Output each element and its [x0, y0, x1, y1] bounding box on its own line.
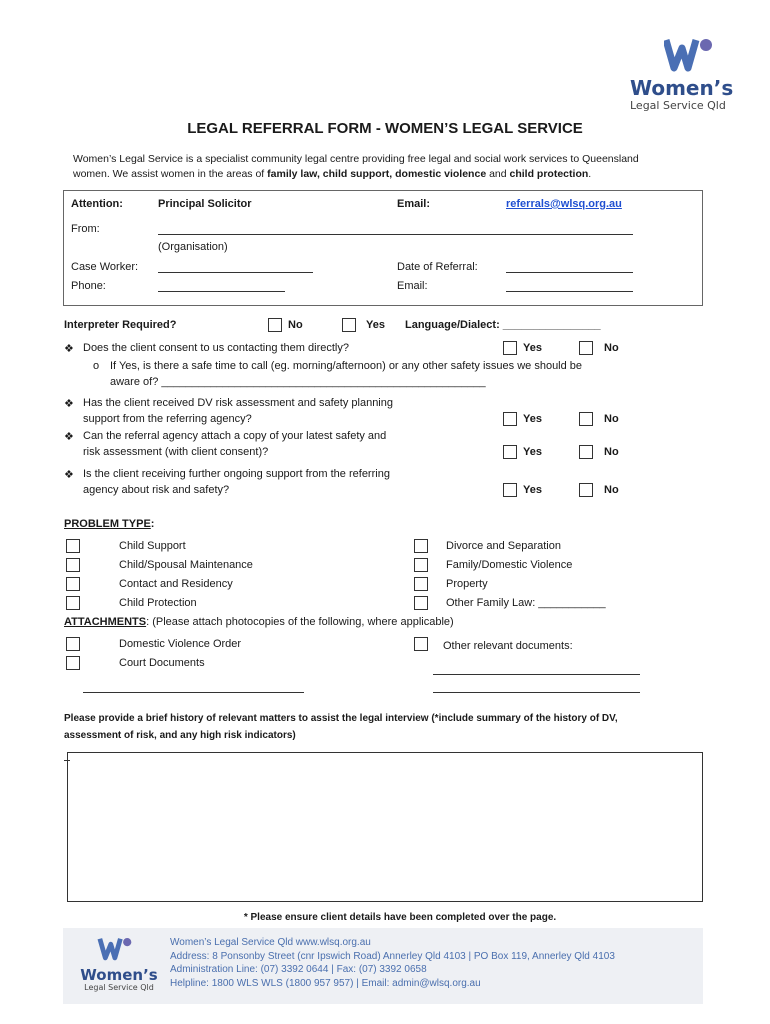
- interpreter-no-checkbox[interactable]: [268, 318, 282, 332]
- problem-right-checkbox-3[interactable]: [414, 577, 428, 591]
- q4-line-2: agency about risk and safety?: [83, 484, 230, 496]
- q3-line-1: Can the referral agency attach a copy of your latest safety and: [83, 430, 387, 442]
- diamond-bullet-icon: ❖: [64, 431, 74, 443]
- problem-type-heading: [64, 518, 154, 530]
- logo-name: Women’s: [630, 76, 734, 100]
- wlsq-footer-logo-mark-icon: [97, 936, 141, 962]
- referrals-email-link[interactable]: referrals@wlsq.org.au: [506, 198, 622, 210]
- q3-line-2: risk assessment (with client consent)?: [83, 446, 269, 458]
- history-textarea[interactable]: [67, 752, 703, 902]
- attachments-heading-text: ATTACHMENTS: [64, 616, 147, 628]
- problem-left-label-2: Child/Spousal Maintenance: [119, 559, 253, 571]
- footer-line-3: Administration Line: (07) 3392 0644 | Fax: (07) 3392 0658: [170, 964, 427, 975]
- attachments-note: : (Please attach photocopies of the following, where applicable): [146, 616, 454, 628]
- attachment-checkbox-dvo[interactable]: [66, 637, 80, 651]
- attachment-checkbox-court[interactable]: [66, 656, 80, 670]
- problem-left-checkbox-1[interactable]: [66, 539, 80, 553]
- q3-no-checkbox[interactable]: [579, 445, 593, 459]
- problem-right-label-1: Divorce and Separation: [446, 540, 561, 552]
- intro-mid: and: [486, 168, 510, 180]
- q1-yes-checkbox[interactable]: [503, 341, 517, 355]
- q1-yes-label: Yes: [523, 342, 542, 354]
- q4-yes-checkbox[interactable]: [503, 483, 517, 497]
- problem-right-checkbox-2[interactable]: [414, 558, 428, 572]
- q2-yes-label: Yes: [523, 413, 542, 425]
- attachment-checkbox-other[interactable]: [414, 637, 428, 651]
- q3-yes-label: Yes: [523, 446, 542, 458]
- logo-subtitle: Legal Service Qld: [630, 99, 726, 112]
- intro-line-2: [73, 167, 713, 182]
- problem-right-label-2: Family/Domestic Violence: [446, 559, 573, 571]
- q1-no-label: No: [604, 342, 619, 354]
- problem-left-checkbox-3[interactable]: [66, 577, 80, 591]
- q3-no-label: No: [604, 446, 619, 458]
- attention-value: Principal Solicitor: [158, 198, 252, 210]
- problem-right-label-3: Property: [446, 578, 488, 590]
- history-prompt-line-2: assessment of risk, and any high risk indicators): [64, 730, 296, 741]
- wlsq-logo: [630, 36, 745, 112]
- from-label: From:: [71, 223, 100, 235]
- intro-pre: women. We assist women in the areas of: [73, 168, 268, 180]
- intro-text: [73, 152, 713, 182]
- q2-yes-checkbox[interactable]: [503, 412, 517, 426]
- q1-sub-line-2[interactable]: aware of? _____________________________________________________: [110, 376, 486, 388]
- attachment-label-dvo: Domestic Violence Order: [119, 638, 242, 650]
- diamond-bullet-icon: ❖: [64, 343, 74, 355]
- problem-type-colon: :: [150, 518, 155, 530]
- q2-no-checkbox[interactable]: [579, 412, 593, 426]
- phone-field[interactable]: [158, 291, 285, 292]
- q4-no-checkbox[interactable]: [579, 483, 593, 497]
- intro-bold-areas: family law, child support, domestic violence: [267, 168, 487, 180]
- email-label: Email:: [397, 198, 431, 210]
- language-dialect-field[interactable]: Language/Dialect: ________________: [405, 319, 601, 331]
- email2-label: Email:: [397, 280, 428, 292]
- problem-type-heading-text: PROBLEM TYPE: [64, 518, 151, 530]
- footer-contact: [170, 936, 615, 990]
- intro-end: .: [588, 168, 592, 180]
- q1-no-checkbox[interactable]: [579, 341, 593, 355]
- q4-line-1: Is the client receiving further ongoing support from the referring: [83, 468, 390, 480]
- problem-left-label-1: Child Support: [119, 540, 186, 552]
- email2-field[interactable]: [506, 291, 633, 292]
- attachment-label-court: Court Documents: [119, 657, 205, 669]
- q2-line-1: Has the client received DV risk assessment and safety planning: [83, 397, 393, 409]
- footer-line-1: Women’s Legal Service Qld www.wlsq.org.au: [170, 937, 371, 948]
- attention-label: Attention:: [71, 198, 123, 210]
- problem-left-checkbox-2[interactable]: [66, 558, 80, 572]
- other-docs-line-2[interactable]: [433, 692, 640, 693]
- interpreter-label: Interpreter Required?: [64, 319, 177, 331]
- footer-logo: [74, 936, 164, 992]
- footer-line-2: Address: 8 Ponsonby Street (cnr Ipswich Road) Annerley Qld 4103 | PO Box 119, Annerley Qld 4103: [170, 950, 615, 962]
- attachment-left-line[interactable]: [83, 692, 304, 693]
- q4-no-label: No: [604, 484, 619, 496]
- problem-left-label-4: Child Protection: [119, 597, 197, 609]
- footer-logo-name: Women’s: [80, 966, 158, 984]
- q2-line-2: support from the referring agency?: [83, 413, 252, 425]
- q1-text: Does the client consent to us contacting them directly?: [83, 342, 349, 354]
- circle-bullet-icon: o: [93, 360, 100, 372]
- intro-bold-child-protection: child protection: [509, 168, 589, 180]
- date-of-referral-label: Date of Referral:: [397, 261, 478, 273]
- diamond-bullet-icon: ❖: [64, 469, 74, 481]
- phone-label: Phone:: [71, 280, 106, 292]
- q1-sub-line-1: If Yes, is there a safe time to call (eg. morning/afternoon) or any other safety issues we should be: [110, 360, 583, 372]
- intro-line-1: Women’s Legal Service is a specialist community legal centre providing free legal and social work services to Queensland: [73, 153, 639, 165]
- history-prompt: [64, 710, 618, 744]
- problem-right-checkbox-4[interactable]: [414, 596, 428, 610]
- q2-no-label: No: [604, 413, 619, 425]
- case-worker-label: Case Worker:: [71, 261, 139, 273]
- other-docs-line-1[interactable]: [433, 674, 640, 675]
- organisation-note: (Organisation): [158, 241, 228, 253]
- problem-right-checkbox-1[interactable]: [414, 539, 428, 553]
- q4-yes-label: Yes: [523, 484, 542, 496]
- diamond-bullet-icon: ❖: [64, 398, 74, 410]
- attachments-heading: [64, 616, 454, 628]
- footer-line-4: Helpline: 1800 WLS WLS (1800 957 957) | Email: admin@wlsq.org.au: [170, 977, 481, 989]
- problem-left-label-3: Contact and Residency: [119, 578, 233, 590]
- history-prompt-line-1: Please provide a brief history of relevant matters to assist the legal interview (*include summary of the history of DV,: [64, 713, 618, 724]
- ensure-note: * Please ensure client details have been completed over the page.: [243, 912, 557, 923]
- date-of-referral-field[interactable]: [506, 272, 633, 273]
- attachment-label-other: Other relevant documents:: [443, 640, 573, 652]
- case-worker-field[interactable]: [158, 272, 313, 273]
- interpreter-no-label: No: [288, 319, 303, 331]
- interpreter-yes-checkbox[interactable]: [342, 318, 356, 332]
- problem-right-label-4[interactable]: Other Family Law: ___________: [446, 597, 606, 609]
- from-field[interactable]: [158, 234, 633, 235]
- wlsq-logo-mark-icon: [664, 36, 724, 74]
- q3-yes-checkbox[interactable]: [503, 445, 517, 459]
- footer-logo-subtitle: Legal Service Qld: [84, 983, 154, 992]
- problem-left-checkbox-4[interactable]: [66, 596, 80, 610]
- form-title: LEGAL REFERRAL FORM - WOMEN’S LEGAL SERVICE: [187, 120, 583, 137]
- interpreter-yes-label: Yes: [366, 319, 385, 331]
